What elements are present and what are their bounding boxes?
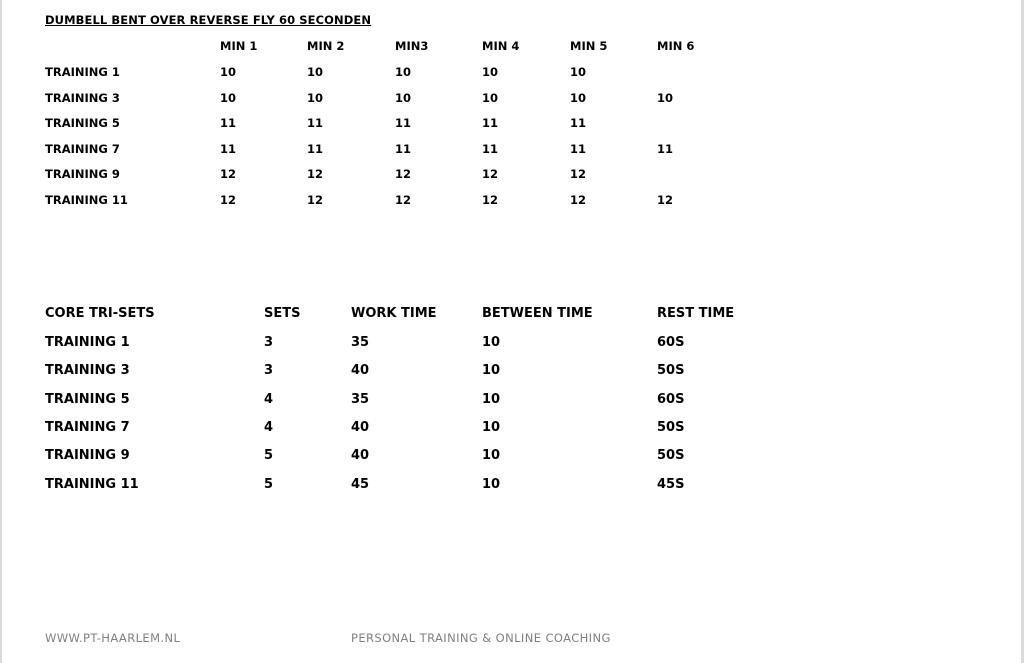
table-cell: 50S [657, 363, 685, 379]
row-label: TRAINING 9 [45, 448, 130, 464]
table-cell: 11 [395, 116, 412, 131]
table-cell: 10 [482, 363, 501, 379]
column-header: MIN3 [395, 39, 429, 53]
table1-title: DUMBELL BENT OVER REVERSE FLY 60 SECONDEN [45, 13, 372, 27]
table-cell: 10 [657, 90, 674, 105]
footer-tagline: PERSONAL TRAINING & ONLINE COACHING [351, 631, 611, 645]
table-cell: 12 [395, 167, 412, 182]
table-cell: 4 [264, 391, 274, 407]
table-cell: 12 [307, 167, 324, 182]
table-cell: 10 [220, 65, 237, 79]
table-cell: 10 [395, 90, 412, 105]
footer-website: WWW.PT-HAARLEM.NL [45, 631, 181, 645]
table-cell: 12 [220, 193, 237, 207]
table-cell: 12 [482, 167, 499, 182]
table-cell: 10 [482, 391, 501, 407]
table-cell: 11 [482, 116, 499, 131]
table-cell: 45 [351, 476, 370, 492]
column-header: MIN 6 [657, 39, 695, 53]
row-label: TRAINING 7 [45, 141, 120, 156]
table-cell: 10 [220, 90, 237, 105]
table-cell: 11 [220, 116, 237, 131]
table-cell: 60S [657, 391, 685, 407]
table-cell: 10 [482, 335, 501, 350]
row-label: TRAINING 11 [45, 193, 128, 207]
column-header: MIN 1 [220, 39, 258, 53]
table-cell: 5 [264, 448, 274, 464]
column-header: MIN 5 [570, 39, 608, 53]
row-label: TRAINING 7 [45, 419, 130, 435]
table-cell: 4 [264, 419, 274, 435]
page-border-left [0, 0, 2, 663]
row-label: TRAINING 11 [45, 476, 139, 492]
column-header: SETS [264, 306, 301, 321]
column-header: CORE TRI-SETS [45, 306, 155, 321]
table-cell: 11 [570, 141, 587, 156]
table-cell: 12 [657, 193, 674, 207]
table-cell: 12 [395, 193, 412, 207]
table-cell: 50S [657, 448, 685, 464]
table-cell: 10 [307, 90, 324, 105]
row-label: TRAINING 5 [45, 391, 130, 407]
table-cell: 11 [657, 141, 674, 156]
row-label: TRAINING 1 [45, 65, 120, 79]
table-cell: 10 [482, 65, 499, 79]
table-cell: 3 [264, 335, 274, 350]
table-cell: 12 [220, 167, 237, 182]
table-cell: 10 [482, 476, 501, 492]
table-cell: 45S [657, 476, 685, 492]
table-cell: 60S [657, 335, 685, 350]
table-cell: 12 [570, 167, 587, 182]
table-cell: 10 [395, 65, 412, 79]
table-cell: 10 [482, 90, 499, 105]
table-cell: 11 [482, 141, 499, 156]
table-cell: 10 [482, 448, 501, 464]
column-header: BETWEEN TIME [482, 306, 593, 321]
table-cell: 12 [307, 193, 324, 207]
table-cell: 10 [570, 90, 587, 105]
row-label: TRAINING 9 [45, 167, 120, 182]
table-cell: 11 [570, 116, 587, 131]
table-cell: 40 [351, 363, 370, 379]
row-label: TRAINING 1 [45, 335, 130, 350]
column-header: MIN 4 [482, 39, 520, 53]
table-cell: 11 [220, 141, 237, 156]
table-cell: 11 [395, 141, 412, 156]
table-cell: 10 [307, 65, 324, 79]
row-label: TRAINING 5 [45, 116, 120, 131]
table-cell: 11 [307, 141, 324, 156]
table-cell: 40 [351, 419, 370, 435]
table-cell: 11 [307, 116, 324, 131]
column-header: MIN 2 [307, 39, 345, 53]
table-cell: 10 [482, 419, 501, 435]
table-cell: 50S [657, 419, 685, 435]
table-cell: 35 [351, 391, 370, 407]
column-header: REST TIME [657, 306, 735, 321]
row-label: TRAINING 3 [45, 90, 120, 105]
table-cell: 12 [482, 193, 499, 207]
table-cell: 10 [570, 65, 587, 79]
table-cell: 40 [351, 448, 370, 464]
row-label: TRAINING 3 [45, 363, 130, 379]
table-cell: 3 [264, 363, 274, 379]
table-cell: 5 [264, 476, 274, 492]
column-header: WORK TIME [351, 306, 437, 321]
table-cell: 12 [570, 193, 587, 207]
table-cell: 35 [351, 335, 370, 350]
